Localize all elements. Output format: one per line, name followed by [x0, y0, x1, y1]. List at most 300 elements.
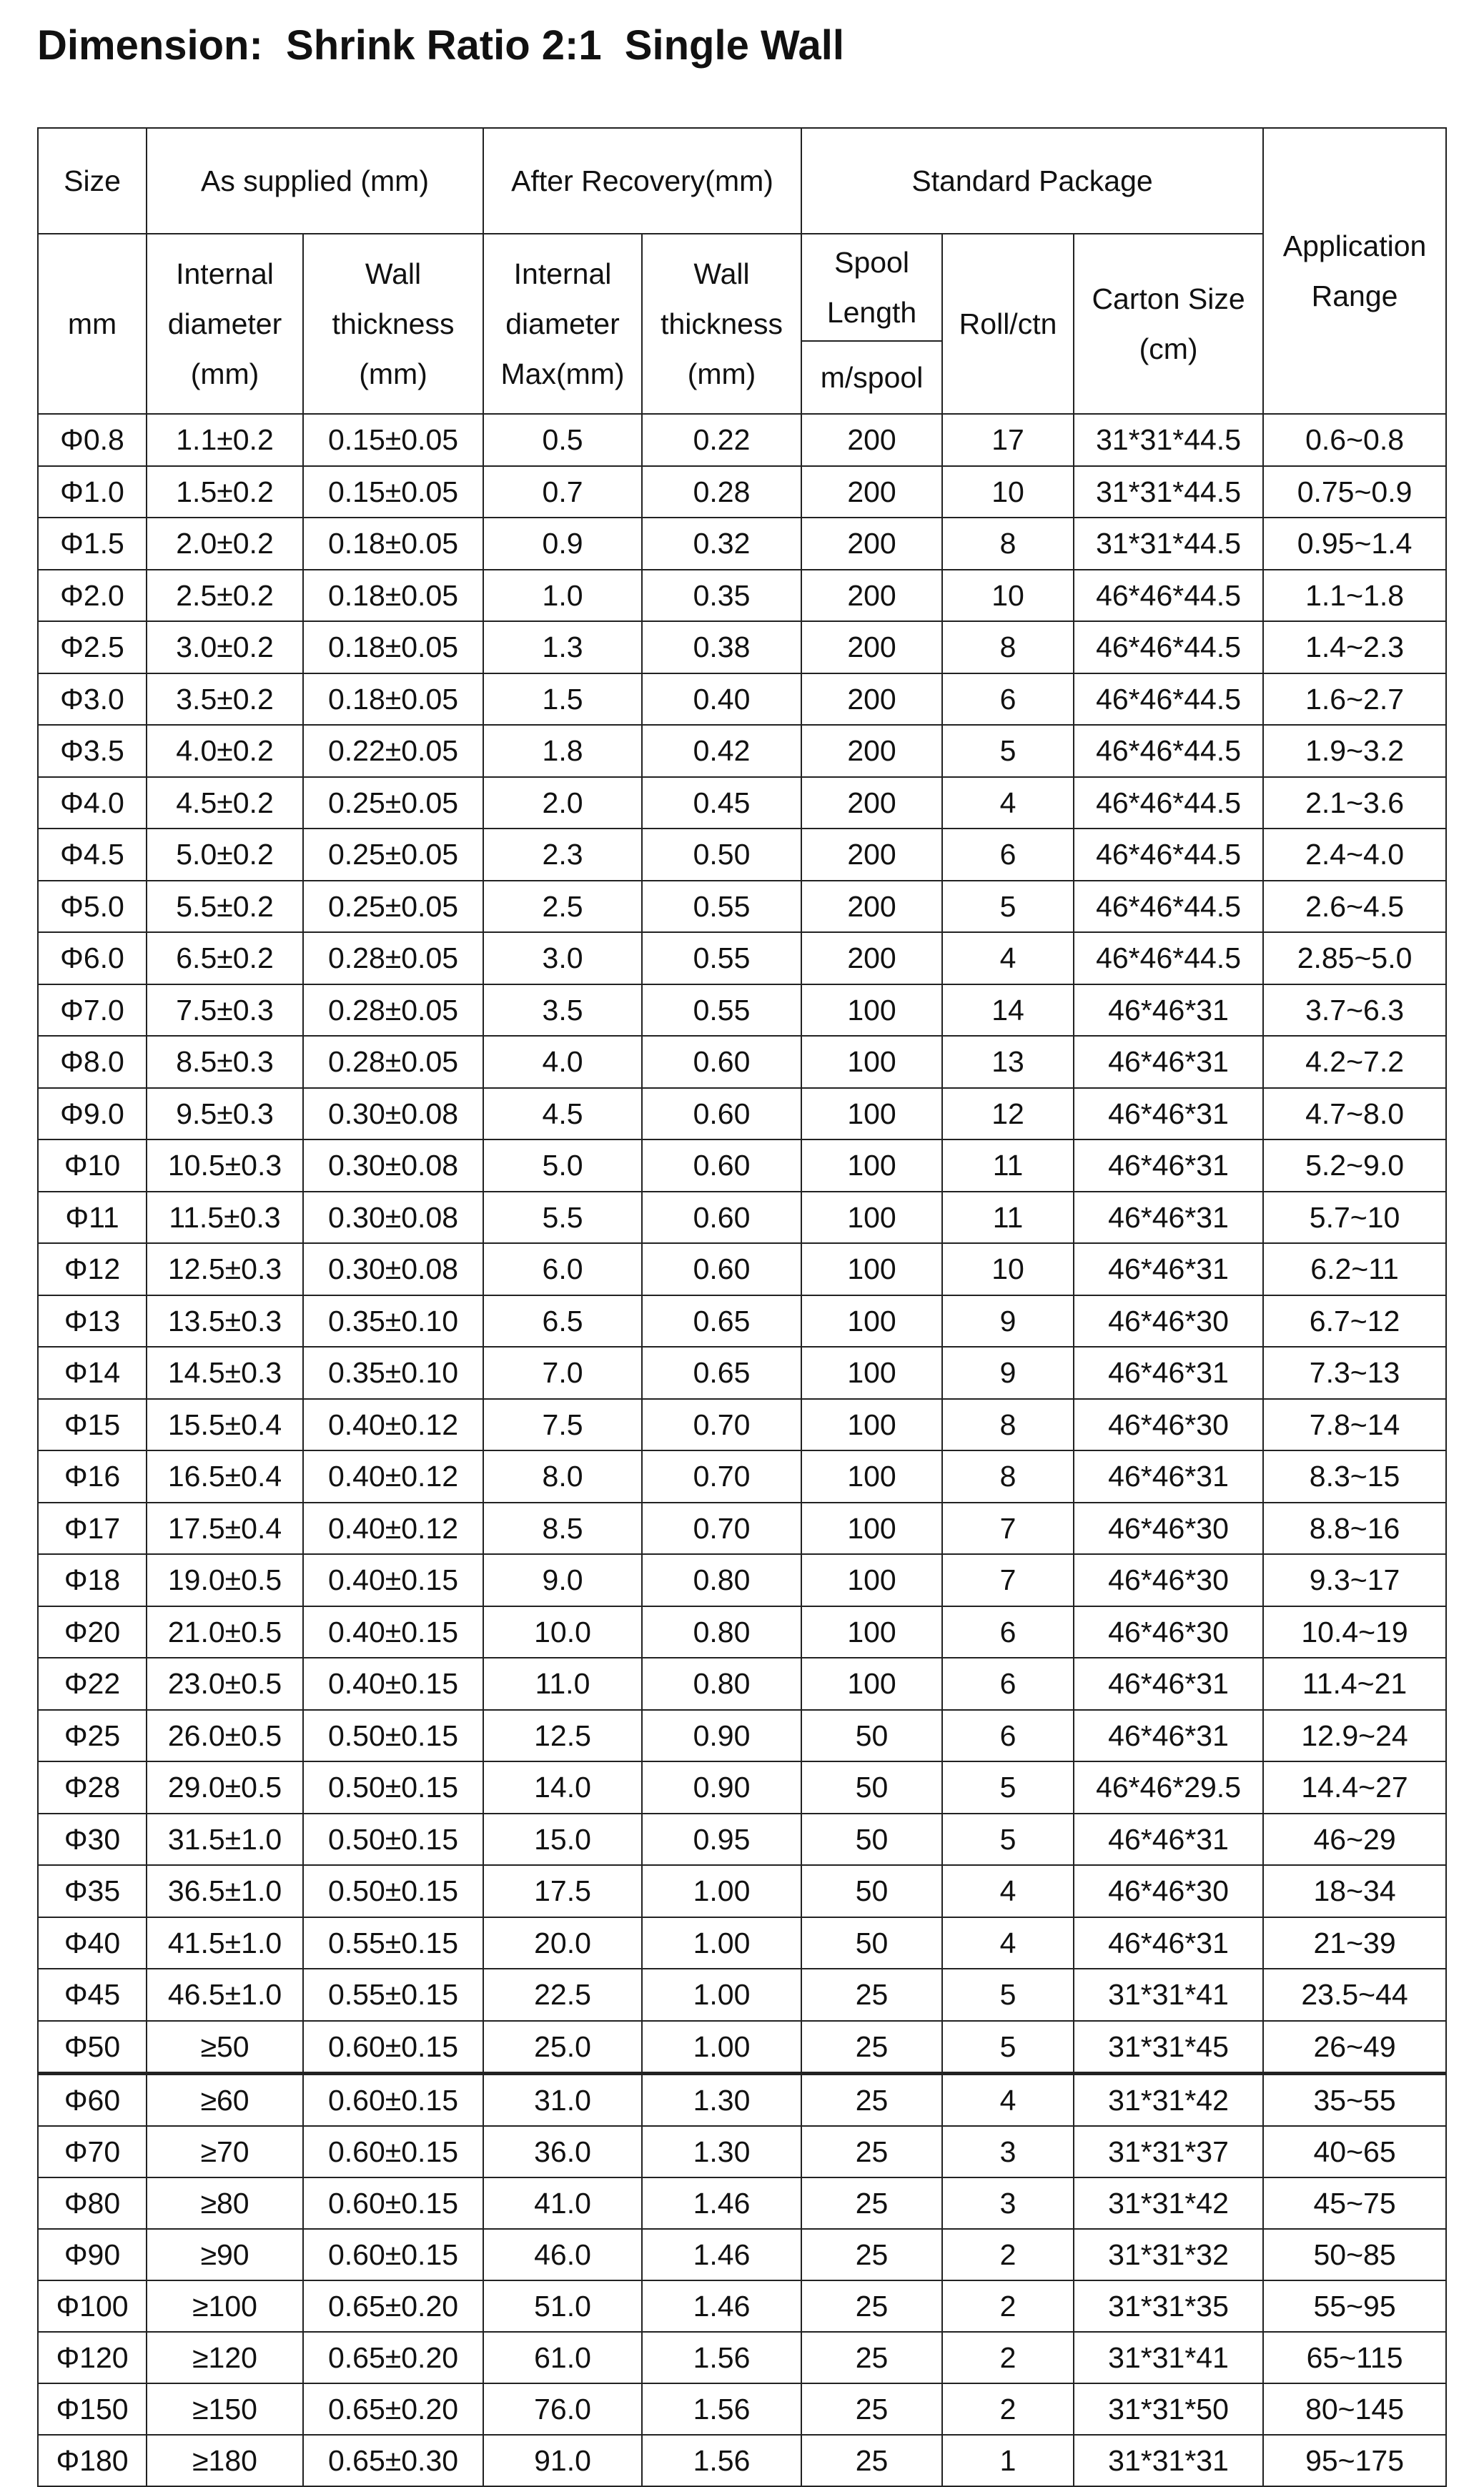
header-line: diameter: [505, 307, 620, 340]
recovered-wall-cell: 0.60: [642, 1243, 801, 1295]
spool-length-cell: 100: [801, 1192, 942, 1244]
recovered-id-cell: 2.3: [483, 829, 642, 881]
header-as-supplied: As supplied (mm): [147, 128, 483, 234]
recovered-wall-cell: 0.65: [642, 1347, 801, 1399]
supplied-id-cell: 16.5±0.4: [147, 1450, 303, 1503]
header-line: (mm): [359, 357, 427, 390]
recovered-wall-cell: 1.00: [642, 1865, 801, 1917]
recovered-wall-cell: 1.00: [642, 2021, 801, 2074]
supplied-wall-cell: 0.50±0.15: [303, 1865, 483, 1917]
spool-length-cell: 200: [801, 414, 942, 466]
size-cell: Φ13: [38, 1295, 147, 1348]
roll-per-carton-cell: 11: [942, 1192, 1074, 1244]
supplied-id-cell: 2.5±0.2: [147, 570, 303, 622]
supplied-wall-cell: 0.35±0.10: [303, 1347, 483, 1399]
recovered-wall-cell: 0.55: [642, 932, 801, 984]
size-cell: Φ15: [38, 1399, 147, 1451]
spool-length-cell: 100: [801, 1554, 942, 1606]
carton-size-cell: 46*46*31: [1074, 1710, 1263, 1762]
recovered-id-cell: 6.0: [483, 1243, 642, 1295]
supplied-id-cell: 4.5±0.2: [147, 777, 303, 829]
spool-length-cell: 50: [801, 1710, 942, 1762]
recovered-id-cell: 0.7: [483, 466, 642, 518]
supplied-wall-cell: 0.28±0.05: [303, 932, 483, 984]
supplied-wall-cell: 0.40±0.15: [303, 1658, 483, 1710]
header-supplied-wall-thickness: [303, 234, 483, 414]
roll-per-carton-cell: 17: [942, 414, 1074, 466]
supplied-id-cell: ≥50: [147, 2021, 303, 2074]
application-range-cell: 9.3~17: [1263, 1554, 1446, 1606]
size-cell: Φ150: [38, 2383, 147, 2435]
header-application-range: [1263, 128, 1446, 414]
roll-per-carton-cell: 5: [942, 1761, 1074, 1814]
recovered-wall-cell: 0.60: [642, 1139, 801, 1192]
supplied-id-cell: ≥90: [147, 2229, 303, 2280]
roll-per-carton-cell: 8: [942, 1399, 1074, 1451]
carton-size-cell: 31*31*41: [1074, 2332, 1263, 2383]
roll-per-carton-cell: 2: [942, 2332, 1074, 2383]
spool-length-cell: 50: [801, 1814, 942, 1866]
spool-length-cell: 100: [801, 1606, 942, 1658]
supplied-id-cell: 2.0±0.2: [147, 518, 303, 570]
table-row: [38, 2435, 1446, 2486]
spool-length-cell: 200: [801, 673, 942, 726]
header-size-unit: mm: [38, 234, 147, 414]
recovered-id-cell: 7.0: [483, 1347, 642, 1399]
size-cell: Φ17: [38, 1503, 147, 1555]
recovered-id-cell: 1.3: [483, 621, 642, 673]
application-range-cell: 0.75~0.9: [1263, 466, 1446, 518]
application-range-cell: 10.4~19: [1263, 1606, 1446, 1658]
carton-size-cell: 46*46*30: [1074, 1606, 1263, 1658]
supplied-wall-cell: 0.18±0.05: [303, 570, 483, 622]
table-row: [38, 1969, 1446, 2021]
table-row: [38, 570, 1446, 622]
size-cell: Φ100: [38, 2280, 147, 2332]
supplied-wall-cell: 0.65±0.20: [303, 2383, 483, 2435]
roll-per-carton-cell: 4: [942, 2073, 1074, 2126]
spool-length-cell: 25: [801, 2280, 942, 2332]
carton-size-cell: 46*46*30: [1074, 1503, 1263, 1555]
spool-length-cell: 100: [801, 1243, 942, 1295]
spool-length-cell: 25: [801, 2332, 942, 2383]
recovered-wall-cell: 0.70: [642, 1450, 801, 1503]
table-row: [38, 1917, 1446, 1969]
recovered-id-cell: 31.0: [483, 2073, 642, 2126]
size-cell: Φ40: [38, 1917, 147, 1969]
spool-length-cell: 200: [801, 466, 942, 518]
supplied-wall-cell: 0.60±0.15: [303, 2229, 483, 2280]
supplied-wall-cell: 0.60±0.15: [303, 2073, 483, 2126]
carton-size-cell: 46*46*44.5: [1074, 621, 1263, 673]
recovered-wall-cell: 0.35: [642, 570, 801, 622]
spool-length-cell: 100: [801, 1036, 942, 1088]
spool-length-cell: 100: [801, 1088, 942, 1140]
recovered-wall-cell: 0.70: [642, 1399, 801, 1451]
supplied-id-cell: 12.5±0.3: [147, 1243, 303, 1295]
size-cell: Φ10: [38, 1139, 147, 1192]
size-cell: Φ35: [38, 1865, 147, 1917]
recovered-id-cell: 41.0: [483, 2177, 642, 2229]
size-cell: Φ6.0: [38, 932, 147, 984]
application-range-cell: 2.85~5.0: [1263, 932, 1446, 984]
roll-per-carton-cell: 10: [942, 570, 1074, 622]
recovered-wall-cell: 1.30: [642, 2126, 801, 2177]
roll-per-carton-cell: 4: [942, 777, 1074, 829]
table-row: [38, 1606, 1446, 1658]
recovered-wall-cell: 0.90: [642, 1761, 801, 1814]
roll-per-carton-cell: 6: [942, 829, 1074, 881]
application-range-cell: 6.7~12: [1263, 1295, 1446, 1348]
application-range-cell: 95~175: [1263, 2435, 1446, 2486]
roll-per-carton-cell: 11: [942, 1139, 1074, 1192]
recovered-id-cell: 6.5: [483, 1295, 642, 1348]
header-line: Max(mm): [500, 357, 625, 390]
roll-per-carton-cell: 4: [942, 1917, 1074, 1969]
header-application-range-line2: Range: [1311, 280, 1398, 312]
table-row: [38, 1036, 1446, 1088]
supplied-id-cell: 10.5±0.3: [147, 1139, 303, 1192]
recovered-id-cell: 4.0: [483, 1036, 642, 1088]
table-row: [38, 1295, 1446, 1348]
recovered-wall-cell: 0.60: [642, 1192, 801, 1244]
roll-per-carton-cell: 8: [942, 1450, 1074, 1503]
application-range-cell: 1.1~1.8: [1263, 570, 1446, 622]
header-recovered-wall-thickness: [642, 234, 801, 414]
table-row: [38, 1814, 1446, 1866]
spool-length-cell: 200: [801, 570, 942, 622]
spool-length-cell: 25: [801, 2229, 942, 2280]
recovered-id-cell: 3.0: [483, 932, 642, 984]
size-cell: Φ18: [38, 1554, 147, 1606]
application-range-cell: 45~75: [1263, 2177, 1446, 2229]
application-range-cell: 5.2~9.0: [1263, 1139, 1446, 1192]
size-cell: Φ22: [38, 1658, 147, 1710]
application-range-cell: 14.4~27: [1263, 1761, 1446, 1814]
roll-per-carton-cell: 12: [942, 1088, 1074, 1140]
header-application-range-line1: Application: [1282, 229, 1427, 262]
roll-per-carton-cell: 3: [942, 2177, 1074, 2229]
roll-per-carton-cell: 3: [942, 2126, 1074, 2177]
recovered-id-cell: 0.9: [483, 518, 642, 570]
supplied-wall-cell: 0.25±0.05: [303, 829, 483, 881]
carton-size-cell: 46*46*44.5: [1074, 829, 1263, 881]
table-row: [38, 2280, 1446, 2332]
carton-size-cell: 31*31*42: [1074, 2177, 1263, 2229]
application-range-cell: 8.3~15: [1263, 1450, 1446, 1503]
size-cell: Φ45: [38, 1969, 147, 2021]
table-row: [38, 1658, 1446, 1710]
carton-size-cell: 31*31*50: [1074, 2383, 1263, 2435]
carton-size-cell: 46*46*31: [1074, 1139, 1263, 1192]
size-cell: Φ4.5: [38, 829, 147, 881]
size-cell: Φ25: [38, 1710, 147, 1762]
roll-per-carton-cell: 5: [942, 1814, 1074, 1866]
supplied-wall-cell: 0.30±0.08: [303, 1192, 483, 1244]
carton-size-cell: 46*46*44.5: [1074, 881, 1263, 933]
carton-size-cell: 46*46*31: [1074, 1917, 1263, 1969]
application-range-cell: 46~29: [1263, 1814, 1446, 1866]
carton-size-cell: 31*31*32: [1074, 2229, 1263, 2280]
supplied-wall-cell: 0.40±0.12: [303, 1399, 483, 1451]
size-cell: Φ12: [38, 1243, 147, 1295]
table-row: [38, 1865, 1446, 1917]
recovered-id-cell: 61.0: [483, 2332, 642, 2383]
spool-length-cell: 200: [801, 829, 942, 881]
table-row: [38, 1347, 1446, 1399]
header-line: (mm): [190, 357, 259, 390]
application-range-cell: 5.7~10: [1263, 1192, 1446, 1244]
recovered-wall-cell: 1.56: [642, 2332, 801, 2383]
recovered-wall-cell: 0.55: [642, 984, 801, 1037]
carton-size-cell: 31*31*35: [1074, 2280, 1263, 2332]
supplied-wall-cell: 0.22±0.05: [303, 725, 483, 777]
supplied-wall-cell: 0.30±0.08: [303, 1088, 483, 1140]
roll-per-carton-cell: 2: [942, 2229, 1074, 2280]
roll-per-carton-cell: 6: [942, 1606, 1074, 1658]
supplied-wall-cell: 0.15±0.05: [303, 466, 483, 518]
table-row: [38, 2177, 1446, 2229]
recovered-wall-cell: 0.42: [642, 725, 801, 777]
supplied-id-cell: 17.5±0.4: [147, 1503, 303, 1555]
supplied-id-cell: 21.0±0.5: [147, 1606, 303, 1658]
supplied-id-cell: 8.5±0.3: [147, 1036, 303, 1088]
page-title: Dimension: Shrink Ratio 2:1 Single Wall: [37, 22, 845, 69]
table-row: [38, 984, 1446, 1037]
recovered-wall-cell: 0.38: [642, 621, 801, 673]
header-spool-unit: m/spool: [820, 361, 924, 394]
carton-size-cell: 46*46*31: [1074, 1347, 1263, 1399]
roll-per-carton-cell: 7: [942, 1554, 1074, 1606]
supplied-wall-cell: 0.28±0.05: [303, 984, 483, 1037]
table-row: [38, 466, 1446, 518]
supplied-wall-cell: 0.40±0.15: [303, 1606, 483, 1658]
carton-size-cell: 46*46*31: [1074, 1243, 1263, 1295]
spool-length-cell: 100: [801, 1450, 942, 1503]
recovered-wall-cell: 1.46: [642, 2280, 801, 2332]
carton-size-cell: 31*31*37: [1074, 2126, 1263, 2177]
application-range-cell: 50~85: [1263, 2229, 1446, 2280]
supplied-wall-cell: 0.25±0.05: [303, 881, 483, 933]
supplied-wall-cell: 0.40±0.12: [303, 1503, 483, 1555]
table-row: [38, 1243, 1446, 1295]
recovered-id-cell: 25.0: [483, 2021, 642, 2074]
recovered-id-cell: 5.0: [483, 1139, 642, 1192]
header-spool-length: [801, 234, 942, 414]
application-range-cell: 2.4~4.0: [1263, 829, 1446, 881]
header-line: Wall: [365, 257, 422, 290]
supplied-wall-cell: 0.40±0.12: [303, 1450, 483, 1503]
recovered-wall-cell: 0.90: [642, 1710, 801, 1762]
spool-length-cell: 100: [801, 1503, 942, 1555]
header-line: Carton Size: [1092, 282, 1245, 315]
recovered-wall-cell: 0.50: [642, 829, 801, 881]
size-cell: Φ7.0: [38, 984, 147, 1037]
supplied-wall-cell: 0.30±0.08: [303, 1139, 483, 1192]
supplied-id-cell: ≥180: [147, 2435, 303, 2486]
application-range-cell: 7.3~13: [1263, 1347, 1446, 1399]
roll-per-carton-cell: 6: [942, 1710, 1074, 1762]
spool-length-cell: 100: [801, 1347, 942, 1399]
supplied-id-cell: 5.0±0.2: [147, 829, 303, 881]
application-range-cell: 11.4~21: [1263, 1658, 1446, 1710]
size-cell: Φ90: [38, 2229, 147, 2280]
recovered-wall-cell: 1.00: [642, 1917, 801, 1969]
size-cell: Φ180: [38, 2435, 147, 2486]
application-range-cell: 2.1~3.6: [1263, 777, 1446, 829]
recovered-wall-cell: 1.56: [642, 2383, 801, 2435]
table-row: [38, 518, 1446, 570]
size-cell: Φ2.0: [38, 570, 147, 622]
header-recovered-internal-diameter: [483, 234, 642, 414]
header-after-recovery: After Recovery(mm): [483, 128, 801, 234]
spool-length-cell: 25: [801, 2435, 942, 2486]
supplied-id-cell: 3.5±0.2: [147, 673, 303, 726]
application-range-cell: 1.9~3.2: [1263, 725, 1446, 777]
size-cell: Φ1.5: [38, 518, 147, 570]
application-range-cell: 0.6~0.8: [1263, 414, 1446, 466]
roll-per-carton-cell: 5: [942, 881, 1074, 933]
recovered-id-cell: 5.5: [483, 1192, 642, 1244]
carton-size-cell: 31*31*45: [1074, 2021, 1263, 2074]
size-cell: Φ20: [38, 1606, 147, 1658]
recovered-id-cell: 12.5: [483, 1710, 642, 1762]
recovered-wall-cell: 0.22: [642, 414, 801, 466]
supplied-wall-cell: 0.35±0.10: [303, 1295, 483, 1348]
application-range-cell: 4.7~8.0: [1263, 1088, 1446, 1140]
application-range-cell: 23.5~44: [1263, 1969, 1446, 2021]
table-row: [38, 1761, 1446, 1814]
recovered-wall-cell: 0.95: [642, 1814, 801, 1866]
recovered-wall-cell: 0.80: [642, 1658, 801, 1710]
carton-size-cell: 31*31*44.5: [1074, 466, 1263, 518]
size-cell: Φ9.0: [38, 1088, 147, 1140]
table-row: [38, 1554, 1446, 1606]
carton-size-cell: 46*46*31: [1074, 984, 1263, 1037]
supplied-id-cell: 19.0±0.5: [147, 1554, 303, 1606]
supplied-id-cell: 13.5±0.3: [147, 1295, 303, 1348]
dimension-table: [37, 127, 1447, 2487]
carton-size-cell: 46*46*29.5: [1074, 1761, 1263, 1814]
carton-size-cell: 46*46*44.5: [1074, 725, 1263, 777]
roll-per-carton-cell: 6: [942, 1658, 1074, 1710]
table-row: [38, 1503, 1446, 1555]
roll-per-carton-cell: 8: [942, 621, 1074, 673]
carton-size-cell: 31*31*44.5: [1074, 414, 1263, 466]
roll-per-carton-cell: 4: [942, 1865, 1074, 1917]
application-range-cell: 7.8~14: [1263, 1399, 1446, 1451]
roll-per-carton-cell: 2: [942, 2383, 1074, 2435]
header-line: diameter: [167, 307, 282, 340]
roll-per-carton-cell: 9: [942, 1295, 1074, 1348]
carton-size-cell: 46*46*30: [1074, 1399, 1263, 1451]
header-size: Size: [38, 128, 147, 234]
carton-size-cell: 31*31*41: [1074, 1969, 1263, 2021]
table-row: [38, 673, 1446, 726]
size-cell: Φ30: [38, 1814, 147, 1866]
size-cell: Φ3.5: [38, 725, 147, 777]
spool-length-cell: 25: [801, 2177, 942, 2229]
supplied-id-cell: 15.5±0.4: [147, 1399, 303, 1451]
recovered-wall-cell: 0.28: [642, 466, 801, 518]
supplied-wall-cell: 0.50±0.15: [303, 1710, 483, 1762]
recovered-wall-cell: 0.80: [642, 1554, 801, 1606]
recovered-wall-cell: 0.80: [642, 1606, 801, 1658]
table-row: [38, 1088, 1446, 1140]
recovered-wall-cell: 0.40: [642, 673, 801, 726]
recovered-wall-cell: 0.60: [642, 1088, 801, 1140]
recovered-wall-cell: 1.46: [642, 2177, 801, 2229]
carton-size-cell: 31*31*31: [1074, 2435, 1263, 2486]
supplied-wall-cell: 0.65±0.30: [303, 2435, 483, 2486]
application-range-cell: 80~145: [1263, 2383, 1446, 2435]
header-line: Length: [826, 296, 917, 329]
recovered-id-cell: 0.5: [483, 414, 642, 466]
recovered-wall-cell: 1.46: [642, 2229, 801, 2280]
recovered-id-cell: 1.0: [483, 570, 642, 622]
recovered-wall-cell: 1.30: [642, 2073, 801, 2126]
supplied-id-cell: 41.5±1.0: [147, 1917, 303, 1969]
supplied-wall-cell: 0.60±0.15: [303, 2126, 483, 2177]
header-standard-package: Standard Package: [801, 128, 1263, 234]
supplied-id-cell: 6.5±0.2: [147, 932, 303, 984]
recovered-id-cell: 8.5: [483, 1503, 642, 1555]
roll-per-carton-cell: 1: [942, 2435, 1074, 2486]
supplied-id-cell: 5.5±0.2: [147, 881, 303, 933]
recovered-wall-cell: 0.32: [642, 518, 801, 570]
carton-size-cell: 46*46*30: [1074, 1865, 1263, 1917]
roll-per-carton-cell: 7: [942, 1503, 1074, 1555]
table-row: [38, 1139, 1446, 1192]
supplied-wall-cell: 0.15±0.05: [303, 414, 483, 466]
header-line: Internal: [513, 257, 612, 290]
size-cell: Φ1.0: [38, 466, 147, 518]
roll-per-carton-cell: 5: [942, 725, 1074, 777]
size-cell: Φ28: [38, 1761, 147, 1814]
recovered-id-cell: 2.0: [483, 777, 642, 829]
supplied-id-cell: 11.5±0.3: [147, 1192, 303, 1244]
roll-per-carton-cell: 6: [942, 673, 1074, 726]
spool-length-cell: 100: [801, 1399, 942, 1451]
supplied-wall-cell: 0.30±0.08: [303, 1243, 483, 1295]
table-row: [38, 725, 1446, 777]
size-cell: Φ8.0: [38, 1036, 147, 1088]
application-range-cell: 6.2~11: [1263, 1243, 1446, 1295]
spool-length-cell: 200: [801, 777, 942, 829]
table-row: [38, 932, 1446, 984]
carton-size-cell: 46*46*31: [1074, 1814, 1263, 1866]
recovered-wall-cell: 0.70: [642, 1503, 801, 1555]
carton-size-cell: 46*46*30: [1074, 1295, 1263, 1348]
carton-size-cell: 46*46*44.5: [1074, 673, 1263, 726]
carton-size-cell: 31*31*44.5: [1074, 518, 1263, 570]
carton-size-cell: 46*46*44.5: [1074, 570, 1263, 622]
recovered-id-cell: 1.5: [483, 673, 642, 726]
table-row: [38, 1450, 1446, 1503]
table-row: [38, 1399, 1446, 1451]
supplied-wall-cell: 0.60±0.15: [303, 2021, 483, 2074]
recovered-wall-cell: 1.00: [642, 1969, 801, 2021]
header-line: Wall: [693, 257, 750, 290]
roll-per-carton-cell: 10: [942, 466, 1074, 518]
supplied-id-cell: 1.5±0.2: [147, 466, 303, 518]
header-supplied-internal-diameter: [147, 234, 303, 414]
recovered-id-cell: 91.0: [483, 2435, 642, 2486]
table-row: [38, 2073, 1446, 2126]
size-cell: Φ60: [38, 2073, 147, 2126]
carton-size-cell: 46*46*31: [1074, 1036, 1263, 1088]
recovered-wall-cell: 1.56: [642, 2435, 801, 2486]
